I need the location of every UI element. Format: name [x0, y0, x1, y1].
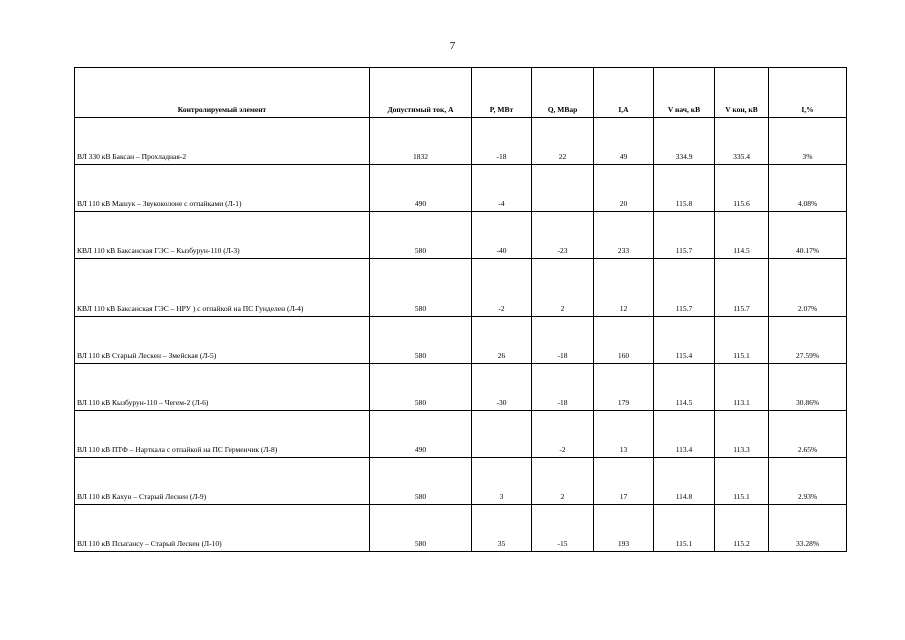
table-row [75, 411, 847, 458]
table-header-row [75, 68, 847, 118]
cell-voltage-start: 334.9 [654, 118, 715, 165]
cell-element: ВЛ 110 кВ ПТФ – Нарткала с отпайкой на ПС Герменчик (Л-8) [75, 411, 370, 458]
table-row [75, 458, 847, 505]
cell-current: 20 [594, 165, 654, 212]
cell-reactive-power [532, 165, 594, 212]
cell-voltage-start: 114.5 [654, 364, 715, 411]
cell-current: 12 [594, 259, 654, 317]
cell-voltage-end: 113.1 [715, 364, 769, 411]
table-row [75, 212, 847, 259]
header-current: I,А [594, 68, 654, 118]
header-reactive-power: Q, МВар [532, 68, 594, 118]
cell-element: КВЛ 110 кВ Баксанская ГЭС – НРУ ) с отпайкой на ПС Гунделен (Л-4) [75, 259, 370, 317]
cell-allowed-current: 580 [370, 505, 472, 552]
cell-active-power: -40 [472, 212, 532, 259]
cell-element: ВЛ 110 кВ Псыгансу – Старый Лескен (Л-10) [75, 505, 370, 552]
cell-current-percent: 33.28% [769, 505, 847, 552]
cell-allowed-current: 580 [370, 212, 472, 259]
cell-voltage-start: 115.8 [654, 165, 715, 212]
cell-element: ВЛ 330 кВ Баксан – Прохладная-2 [75, 118, 370, 165]
cell-current-percent: 40.17% [769, 212, 847, 259]
cell-current-percent: 3% [769, 118, 847, 165]
cell-allowed-current: 580 [370, 259, 472, 317]
cell-active-power: 3 [472, 458, 532, 505]
cell-current-percent: 2.93% [769, 458, 847, 505]
cell-active-power: -2 [472, 259, 532, 317]
cell-allowed-current: 580 [370, 364, 472, 411]
cell-voltage-end: 115.6 [715, 165, 769, 212]
cell-current: 179 [594, 364, 654, 411]
cell-voltage-start: 115.4 [654, 317, 715, 364]
cell-voltage-start: 114.8 [654, 458, 715, 505]
cell-allowed-current: 1832 [370, 118, 472, 165]
header-allowed-current: Допустимый ток, А [370, 68, 472, 118]
header-voltage-end: V кон, кВ [715, 68, 769, 118]
cell-current-percent: 2.65% [769, 411, 847, 458]
cell-element: КВЛ 110 кВ Баксанская ГЭС – Кызбурун-110 (Л-3) [75, 212, 370, 259]
cell-voltage-start: 115.7 [654, 259, 715, 317]
page-number: 7 [449, 40, 456, 52]
cell-element: ВЛ 110 кВ Кызбурун-110 – Чегем-2 (Л-6) [75, 364, 370, 411]
cell-reactive-power: 22 [532, 118, 594, 165]
cell-voltage-end: 115.1 [715, 458, 769, 505]
cell-element: ВЛ 110 кВ Кахун – Старый Лескен (Л-9) [75, 458, 370, 505]
cell-current-percent: 27.59% [769, 317, 847, 364]
cell-voltage-start: 115.1 [654, 505, 715, 552]
cell-current: 13 [594, 411, 654, 458]
cell-active-power: -4 [472, 165, 532, 212]
header-current-percent: I,% [769, 68, 847, 118]
cell-reactive-power: -18 [532, 317, 594, 364]
cell-active-power: -18 [472, 118, 532, 165]
cell-active-power: 26 [472, 317, 532, 364]
header-controlled-element: Контролируемый элемент [75, 68, 370, 118]
cell-current: 160 [594, 317, 654, 364]
cell-active-power [472, 411, 532, 458]
cell-voltage-end: 115.1 [715, 317, 769, 364]
cell-reactive-power: -2 [532, 411, 594, 458]
table-row [75, 165, 847, 212]
cell-reactive-power: -18 [532, 364, 594, 411]
cell-active-power: 35 [472, 505, 532, 552]
cell-current-percent: 30.86% [769, 364, 847, 411]
cell-voltage-end: 335.4 [715, 118, 769, 165]
table-row [75, 317, 847, 364]
cell-voltage-end: 115.7 [715, 259, 769, 317]
cell-reactive-power: 2 [532, 259, 594, 317]
cell-active-power: -30 [472, 364, 532, 411]
cell-current-percent: 4.08% [769, 165, 847, 212]
cell-reactive-power: -23 [532, 212, 594, 259]
header-active-power: P, МВт [472, 68, 532, 118]
cell-element: ВЛ 110 кВ Машук – Звукоколоне с отпайками (Л-1) [75, 165, 370, 212]
header-voltage-start: V нач, кВ [654, 68, 715, 118]
cell-current: 193 [594, 505, 654, 552]
cell-voltage-end: 115.2 [715, 505, 769, 552]
cell-current: 233 [594, 212, 654, 259]
table-row [75, 364, 847, 411]
cell-current: 17 [594, 458, 654, 505]
table-row [75, 259, 847, 317]
cell-current: 49 [594, 118, 654, 165]
cell-voltage-start: 115.7 [654, 212, 715, 259]
cell-allowed-current: 490 [370, 165, 472, 212]
cell-reactive-power: -15 [532, 505, 594, 552]
cell-voltage-start: 113.4 [654, 411, 715, 458]
cell-allowed-current: 490 [370, 411, 472, 458]
table-row [75, 118, 847, 165]
table-row [75, 505, 847, 552]
cell-current-percent: 2.07% [769, 259, 847, 317]
control-elements-table [74, 67, 847, 552]
cell-element: ВЛ 110 кВ Старый Лескен – Змейская (Л-5) [75, 317, 370, 364]
cell-allowed-current: 580 [370, 458, 472, 505]
cell-voltage-end: 114.5 [715, 212, 769, 259]
cell-voltage-end: 113.3 [715, 411, 769, 458]
cell-reactive-power: 2 [532, 458, 594, 505]
cell-allowed-current: 580 [370, 317, 472, 364]
